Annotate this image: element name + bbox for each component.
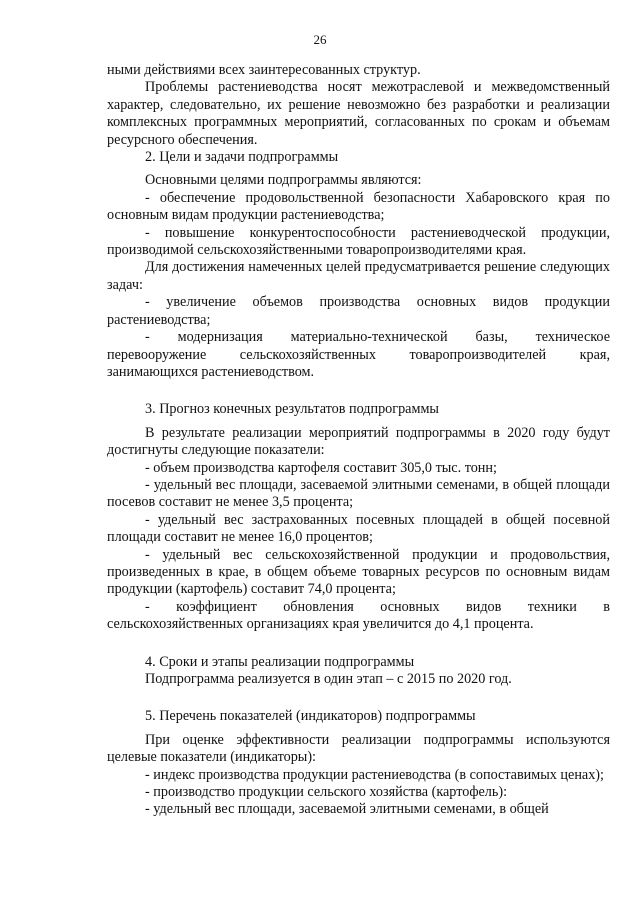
paragraph: Подпрограмма реализуется в один этап – с 2015 по 2020 год.: [145, 671, 512, 687]
list-item: - удельный вес сельскохозяйственной продукции и продовольствия, произведенных в крае, в общем объеме товарных ресурсов по основным видам продукции (картофель) составит 74,0 процента;: [107, 546, 610, 598]
paragraph: Основными целями подпрограммы являются:: [145, 172, 422, 189]
list-item: - индекс производства продукции растениеводства (в сопоставимых ценах);: [145, 766, 604, 783]
paragraph: Проблемы растениеводства носят межотраслевой и межведомственный характер, следовательно, их решение невозможно без разработки и реализации комплексных программных мероприятий, согласованных по срокам и объемам ресурсного обеспечения.: [107, 79, 610, 148]
paragraph: В результате реализации мероприятий подпрограммы в 2020 году будут достигнуты следующие показатели:: [107, 424, 610, 459]
section-heading-4: 4. Сроки и этапы реализации подпрограммы: [145, 653, 415, 670]
section-heading-5: 5. Перечень показателей (индикаторов) подпрограммы: [145, 708, 476, 725]
section-heading-2: 2. Цели и задачи подпрограммы: [145, 149, 339, 166]
list-item: - увеличение объемов производства основных видов продукции растениеводства;: [107, 294, 610, 328]
list-item: - удельный вес площади, засеваемой элитными семенами, в общей площади посевов составит не менее 3,5 процента;: [107, 476, 610, 511]
list-item: - обеспечение продовольственной безопасности Хабаровского края по основным видам продукции растениеводства;: [107, 189, 610, 224]
list-item: - повышение конкурентоспособности растениеводческой продукции, производимой сельскохозяйственными товаропроизводителями края.: [107, 224, 610, 259]
paragraph: ными действиями всех заинтересованных структур.: [107, 62, 421, 78]
paragraph: Для достижения намеченных целей предусматривается решение следующих задач:: [107, 259, 610, 293]
paragraph: При оценке эффективности реализации подпрограммы используются целевые показатели (индикаторы):: [107, 731, 610, 766]
list-item: - коэффициент обновления основных видов техники в сельскохозяйственных организациях края увеличится до 4,1 процента.: [107, 598, 610, 633]
section-heading-3: 3. Прогноз конечных результатов подпрограммы: [145, 401, 439, 418]
list-item: - удельный вес площади, засеваемой элитными семенами, в общей: [145, 801, 549, 818]
page-body: [107, 62, 610, 819]
page-number: 26: [313, 32, 327, 47]
list-item: - производство продукции сельского хозяйства (картофель):: [145, 784, 508, 801]
list-item: - удельный вес застрахованных посевных площадей в общей посевной площади составит не менее 16,0 процентов;: [107, 511, 610, 546]
list-item: - объем производства картофеля составит 305,0 тыс. тонн;: [145, 459, 497, 476]
list-item: - модернизация материально-технической базы, техническое перевооружение сельскохозяйственных товаропроизводителей края, занимающихся растениеводством.: [107, 329, 610, 380]
